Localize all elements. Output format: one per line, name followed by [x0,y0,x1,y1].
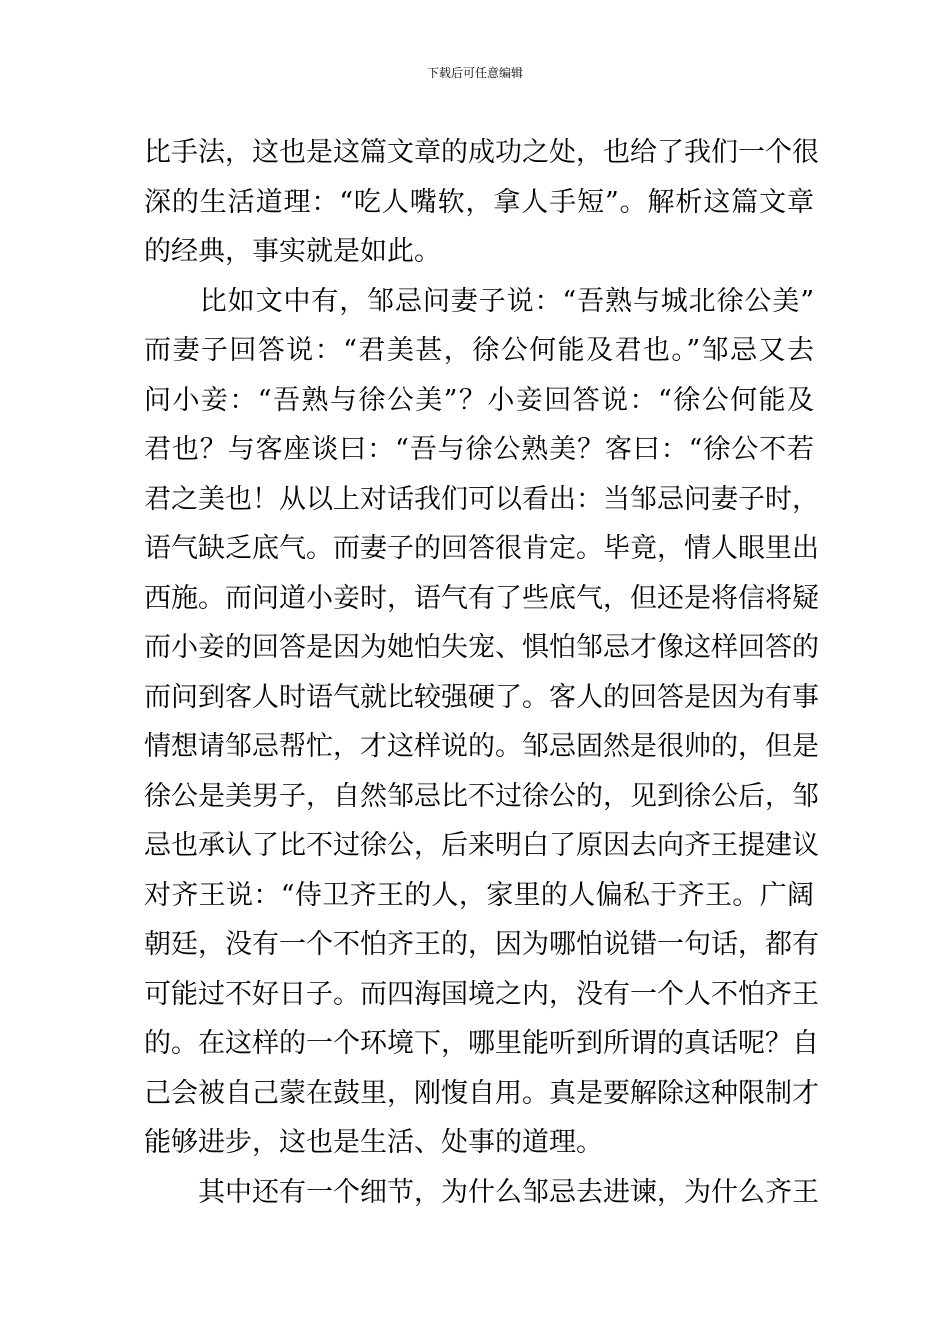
text-line: 可能过不好日子。而四海国境之内，没有一个人不怕齐王 [144,978,819,1010]
text-line: 比如文中有，邹忌问妻子说：“吾熟与城北徐公美” [144,285,814,317]
page-header: 下载后可任意编辑 [426,66,523,80]
text-line: 语气缺乏底气。而妻子的回答很肯定。毕竟，情人眼里出 [144,533,819,564]
text-line: 忌也承认了比不过徐公，后来明白了原因去向齐王提建议 [144,830,819,861]
text-line: 能够进步，这也是生活、处事的道理。 [144,1127,603,1158]
text-line: 深的生活道理：“吃人嘴软，拿人手短”。解析这篇文章 [144,186,814,218]
document-body [144,128,819,1217]
text-line: 朝廷，没有一个不怕齐王的，因为哪怕说错一句话，都有 [144,929,819,960]
paragraph [144,277,819,1168]
text-line: 比手法，这也是这篇文章的成功之处，也给了我们一个很 [144,137,819,168]
text-line: 而妻子回答说：“君美甚，徐公何能及君也。”邹忌又去 [144,335,814,366]
text-line: 的经典，事实就是如此。 [144,236,441,267]
text-line: 情想请邹忌帮忙，才这样说的。邹忌固然是很帅的，但是 [144,731,819,762]
text-line: 而小妾的回答是因为她怕失宠、惧怕邹忌才像这样回答的 [144,632,819,663]
text-line: 的。在这样的一个环境下，哪里能听到所谓的真话呢？自 [144,1028,819,1059]
text-line: 徐公是美男子，自然邹忌比不过徐公的，见到徐公后，邹 [144,780,819,812]
text-line: 其中还有一个细节，为什么邹忌去进谏，为什么齐王 [144,1176,819,1208]
text-line: 君之美也！从以上对话我们可以看出：当邹忌问妻子时， [144,483,819,515]
text-line: 西施。而问道小妾时，语气有了些底气，但还是将信将疑 [144,582,819,614]
text-line: 对齐王说：“侍卫齐王的人，家里的人偏私于齐王。广阔 [144,879,814,911]
paragraph [144,1168,819,1218]
text-line: 君也？与客座谈曰：“吾与徐公熟美？客曰：“徐公不若 [144,434,814,465]
paragraph [144,128,819,277]
text-line: 己会被自己蒙在鼓里，刚愎自用。真是要解除这种限制才 [144,1077,819,1109]
text-line: 而问到客人时语气就比较强硬了。客人的回答是因为有事 [144,681,819,713]
text-line: 问小妾：“吾熟与徐公美”？小妾回答说：“徐公何能及 [144,384,814,416]
